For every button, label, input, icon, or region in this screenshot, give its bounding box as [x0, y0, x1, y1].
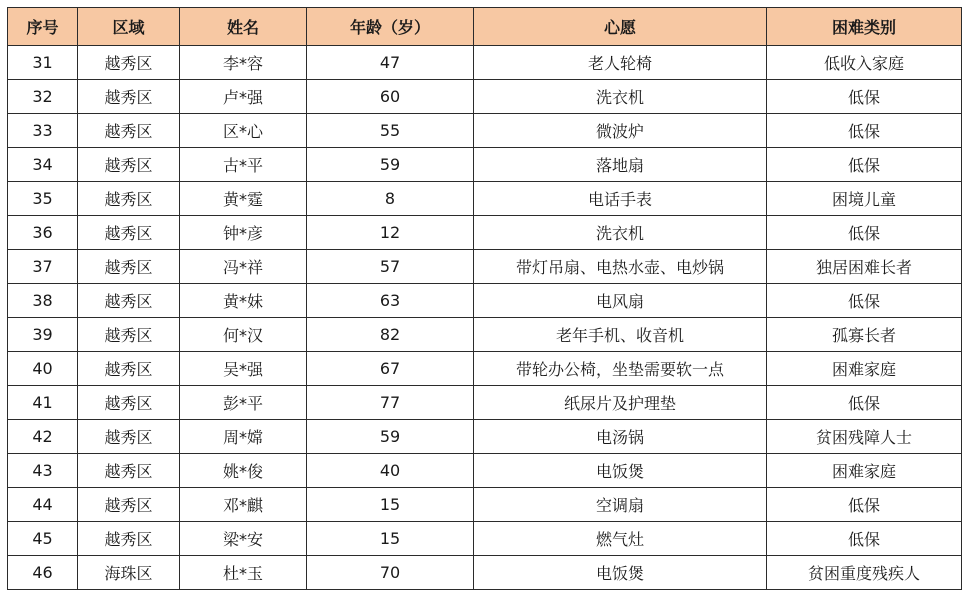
header-hardship-type: 困难类别 [767, 8, 962, 46]
cell-age: 47 [307, 46, 474, 80]
header-wish: 心愿 [474, 8, 767, 46]
header-index: 序号 [8, 8, 78, 46]
table-row [8, 454, 962, 488]
cell-area: 越秀区 [78, 522, 180, 556]
cell-index: 43 [8, 454, 78, 488]
cell-name: 卢*强 [180, 80, 307, 114]
header-area: 区域 [78, 8, 180, 46]
cell-area: 越秀区 [78, 420, 180, 454]
cell-index: 44 [8, 488, 78, 522]
table-row [8, 420, 962, 454]
cell-hardship-type: 困境儿童 [767, 182, 962, 216]
cell-index: 31 [8, 46, 78, 80]
cell-index: 46 [8, 556, 78, 590]
cell-area: 越秀区 [78, 318, 180, 352]
table-row [8, 488, 962, 522]
cell-index: 35 [8, 182, 78, 216]
cell-age: 55 [307, 114, 474, 148]
cell-wish: 纸尿片及护理垫 [474, 386, 767, 420]
table-row [8, 216, 962, 250]
cell-hardship-type: 低收入家庭 [767, 46, 962, 80]
cell-hardship-type: 低保 [767, 114, 962, 148]
table-header-row [8, 8, 962, 46]
cell-wish: 带灯吊扇、电热水壶、电炒锅 [474, 250, 767, 284]
cell-area: 越秀区 [78, 216, 180, 250]
cell-area: 越秀区 [78, 284, 180, 318]
cell-age: 57 [307, 250, 474, 284]
cell-hardship-type: 低保 [767, 522, 962, 556]
cell-wish: 带轮办公椅，坐垫需要软一点 [474, 352, 767, 386]
cell-hardship-type: 低保 [767, 488, 962, 522]
table-row [8, 556, 962, 590]
cell-hardship-type: 贫困重度残疾人 [767, 556, 962, 590]
table-row [8, 250, 962, 284]
cell-area: 越秀区 [78, 488, 180, 522]
cell-age: 70 [307, 556, 474, 590]
cell-index: 45 [8, 522, 78, 556]
cell-wish: 电话手表 [474, 182, 767, 216]
cell-wish: 落地扇 [474, 148, 767, 182]
cell-age: 40 [307, 454, 474, 488]
cell-name: 区*心 [180, 114, 307, 148]
cell-wish: 电饭煲 [474, 454, 767, 488]
cell-age: 8 [307, 182, 474, 216]
cell-name: 何*汉 [180, 318, 307, 352]
cell-index: 39 [8, 318, 78, 352]
table-row [8, 46, 962, 80]
cell-hardship-type: 低保 [767, 148, 962, 182]
cell-index: 32 [8, 80, 78, 114]
cell-area: 越秀区 [78, 46, 180, 80]
table-row [8, 80, 962, 114]
table-row [8, 352, 962, 386]
cell-index: 33 [8, 114, 78, 148]
cell-area: 越秀区 [78, 80, 180, 114]
wish-list-table [7, 7, 962, 590]
cell-hardship-type: 困难家庭 [767, 352, 962, 386]
table-row [8, 284, 962, 318]
cell-wish: 空调扇 [474, 488, 767, 522]
cell-area: 越秀区 [78, 148, 180, 182]
cell-index: 34 [8, 148, 78, 182]
cell-area: 海珠区 [78, 556, 180, 590]
cell-wish: 微波炉 [474, 114, 767, 148]
cell-index: 41 [8, 386, 78, 420]
cell-wish: 燃气灶 [474, 522, 767, 556]
table-body [8, 46, 962, 590]
cell-area: 越秀区 [78, 114, 180, 148]
cell-hardship-type: 低保 [767, 386, 962, 420]
cell-area: 越秀区 [78, 386, 180, 420]
cell-area: 越秀区 [78, 454, 180, 488]
cell-name: 梁*安 [180, 522, 307, 556]
cell-name: 冯*祥 [180, 250, 307, 284]
cell-area: 越秀区 [78, 250, 180, 284]
cell-name: 彭*平 [180, 386, 307, 420]
table-row [8, 114, 962, 148]
cell-wish: 电汤锅 [474, 420, 767, 454]
cell-name: 黄*霆 [180, 182, 307, 216]
cell-age: 60 [307, 80, 474, 114]
cell-hardship-type: 低保 [767, 80, 962, 114]
cell-index: 36 [8, 216, 78, 250]
cell-age: 15 [307, 522, 474, 556]
cell-name: 古*平 [180, 148, 307, 182]
cell-index: 40 [8, 352, 78, 386]
cell-age: 59 [307, 148, 474, 182]
cell-area: 越秀区 [78, 182, 180, 216]
cell-wish: 洗衣机 [474, 80, 767, 114]
cell-hardship-type: 困难家庭 [767, 454, 962, 488]
cell-age: 15 [307, 488, 474, 522]
cell-hardship-type: 低保 [767, 284, 962, 318]
header-name: 姓名 [180, 8, 307, 46]
cell-wish: 洗衣机 [474, 216, 767, 250]
table-row [8, 386, 962, 420]
table-row [8, 148, 962, 182]
cell-area: 越秀区 [78, 352, 180, 386]
cell-hardship-type: 贫困残障人士 [767, 420, 962, 454]
cell-age: 82 [307, 318, 474, 352]
cell-name: 杜*玉 [180, 556, 307, 590]
table-row [8, 318, 962, 352]
header-age: 年龄（岁） [307, 8, 474, 46]
cell-name: 李*容 [180, 46, 307, 80]
cell-age: 77 [307, 386, 474, 420]
wish-list-table-container [7, 7, 961, 590]
cell-hardship-type: 孤寡长者 [767, 318, 962, 352]
cell-index: 37 [8, 250, 78, 284]
cell-age: 63 [307, 284, 474, 318]
table-row [8, 182, 962, 216]
table-row [8, 522, 962, 556]
cell-wish: 老年手机、收音机 [474, 318, 767, 352]
cell-hardship-type: 低保 [767, 216, 962, 250]
cell-hardship-type: 独居困难长者 [767, 250, 962, 284]
cell-name: 姚*俊 [180, 454, 307, 488]
cell-name: 吴*强 [180, 352, 307, 386]
cell-age: 12 [307, 216, 474, 250]
cell-index: 38 [8, 284, 78, 318]
cell-name: 邓*麒 [180, 488, 307, 522]
cell-name: 周*嫦 [180, 420, 307, 454]
cell-age: 59 [307, 420, 474, 454]
cell-wish: 电饭煲 [474, 556, 767, 590]
cell-index: 42 [8, 420, 78, 454]
cell-wish: 电风扇 [474, 284, 767, 318]
cell-name: 钟*彦 [180, 216, 307, 250]
cell-wish: 老人轮椅 [474, 46, 767, 80]
cell-age: 67 [307, 352, 474, 386]
cell-name: 黄*妹 [180, 284, 307, 318]
